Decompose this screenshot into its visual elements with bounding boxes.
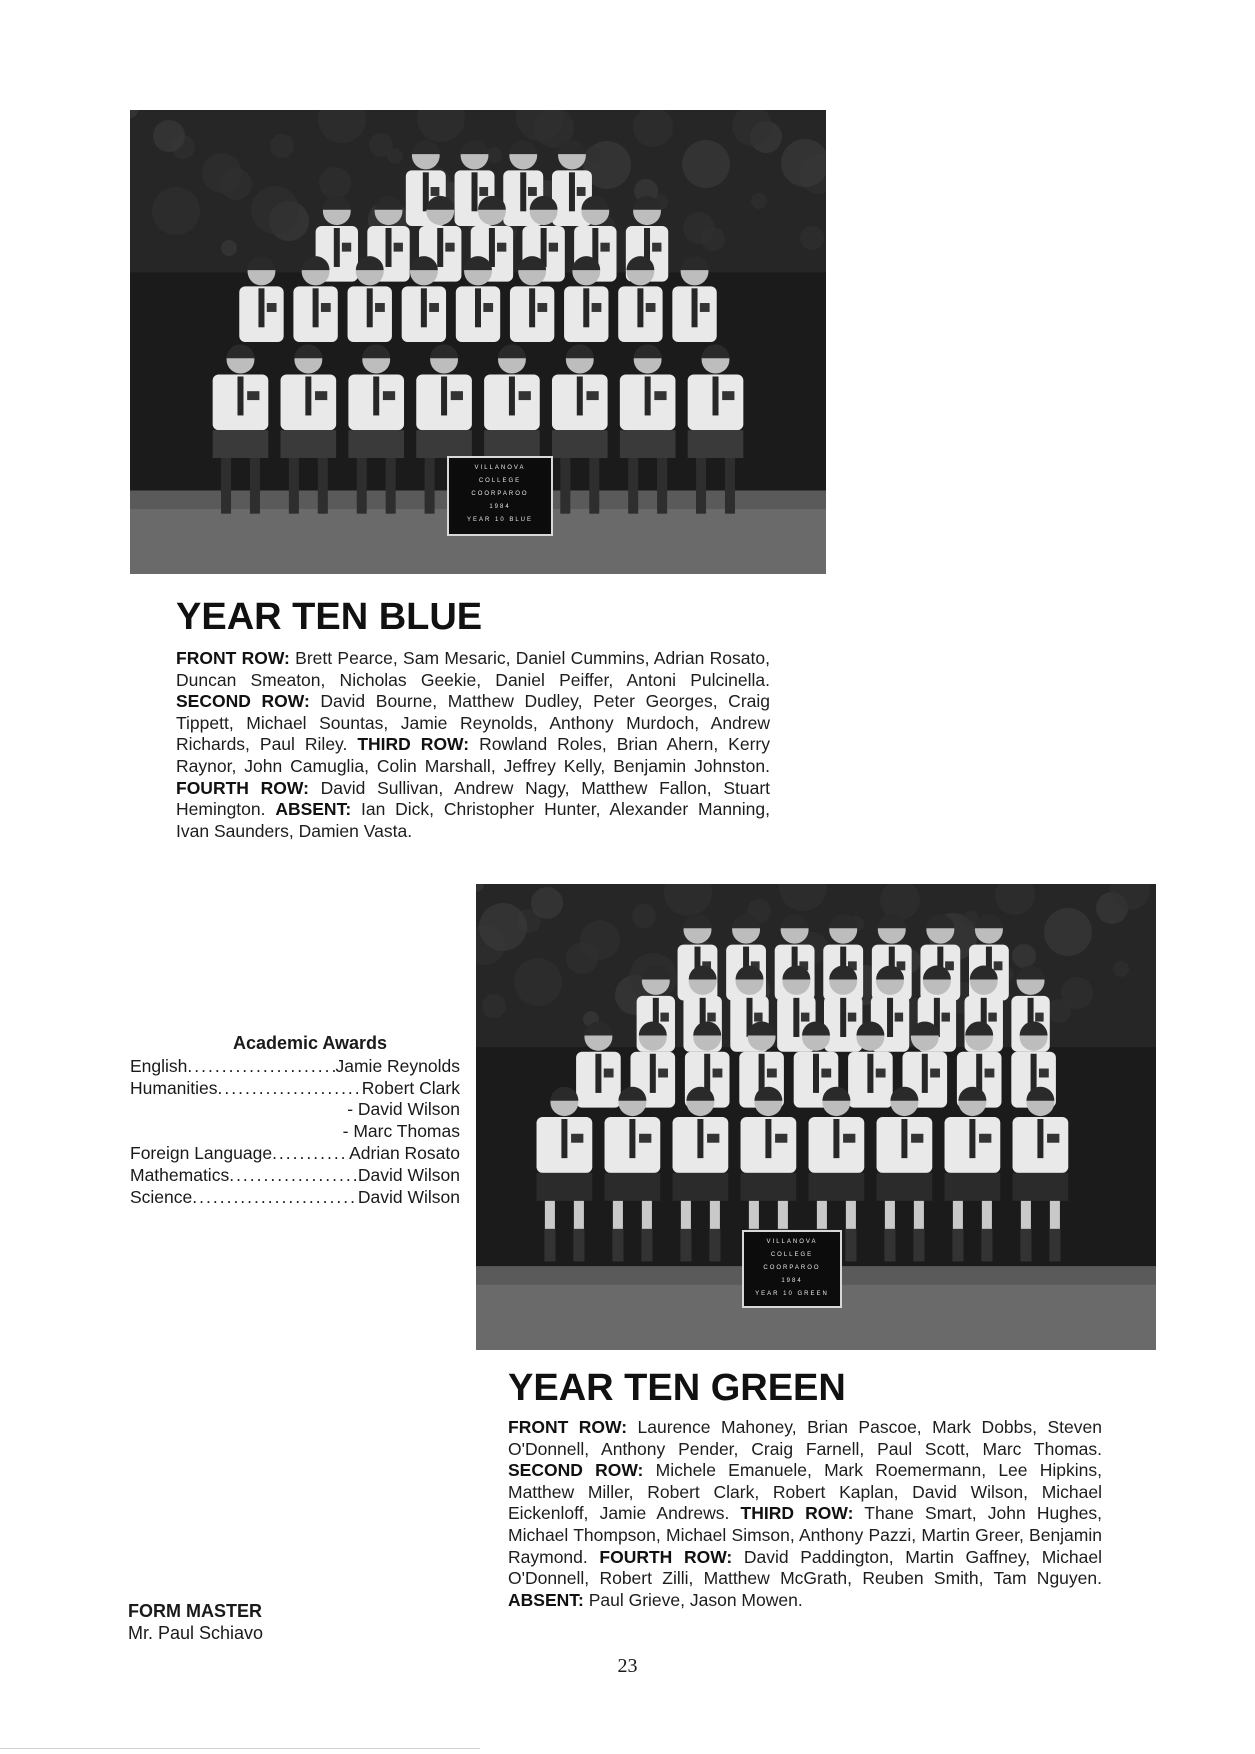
row-label: ABSENT: — [275, 799, 352, 820]
placard-line: COLLEGE — [770, 1252, 814, 1258]
placard-line: 1984 — [781, 1278, 803, 1284]
page-number: 23 — [617, 1655, 638, 1677]
award-row — [130, 1078, 460, 1100]
award-subject: English — [130, 1055, 188, 1076]
award-winner: David Wilson — [357, 1186, 460, 1207]
award-row — [130, 1187, 460, 1209]
award-subject: Foreign Language — [130, 1142, 273, 1163]
row-label: FOURTH ROW: — [599, 1546, 733, 1567]
row-names: Thane Smart, John Hughes, Michael Thompson, Michael Simson, Anthony Pazzi, Martin Greer, Benjamin Raymond. — [508, 1503, 1103, 1567]
row-names: Rowland Roles, Brian Ahern, Kerry Raynor, John Camuglia, Colin Marshall, Jeffrey Kelly, Benjamin Johnston. — [176, 734, 770, 776]
placard-line: YEAR 10 GREEN — [755, 1291, 829, 1297]
row-names: David Bourne, Matthew Dudley, Peter Georges, Craig Tippett, Michael Sountas, Jamie Reynolds, Anthony Murdoch, Andrew Richards, Paul Riley. — [176, 691, 770, 755]
row-names: Paul Grieve, Jason Mowen. — [583, 1589, 803, 1610]
form-master-name: Mr. Paul Schiavo — [128, 1623, 264, 1643]
photo-placard-blue — [447, 456, 553, 536]
award-row-continued — [130, 1099, 460, 1121]
caption-green — [508, 1417, 1102, 1611]
placard-line: YEAR 10 BLUE — [466, 517, 534, 523]
caption-blue — [176, 648, 770, 842]
placard-line: VILLANOVA — [474, 465, 526, 471]
section-title-green: YEAR TEN GREEN — [508, 1367, 846, 1409]
award-winner: Jamie Reynolds — [335, 1055, 460, 1076]
awards-title: Academic Awards — [232, 1033, 388, 1053]
row-label: FRONT ROW: — [508, 1417, 628, 1437]
bottom-scan-line — [0, 1748, 480, 1749]
row-label: FRONT ROW: — [176, 648, 290, 668]
row-label: SECOND ROW: — [176, 691, 310, 712]
row-names: David Sullivan, Andrew Nagy, Matthew Fallon, Stuart Hemington. — [176, 777, 771, 820]
row-label: FOURTH ROW: — [176, 777, 309, 798]
award-leader-dots — [192, 1187, 358, 1209]
row-names: David Paddington, Martin Gaffney, Michael O'Donnell, Robert Zilli, Matthew McGrath, Reuben Smith, Tam Nguyen. — [508, 1546, 1103, 1589]
award-subject: Mathematics — [130, 1164, 230, 1185]
placard-line: COORPAROO — [763, 1265, 821, 1271]
row-names: Michele Emanuele, Mark Roemermann, Lee Hipkins, Matthew Miller, Robert Clark, Robert Kaplan, David Wilson, Michael Eickenloff, Jamie Andrews. — [508, 1460, 1102, 1524]
award-winner: - David Wilson — [347, 1099, 460, 1120]
row-names: Brett Pearce, Sam Mesaric, Daniel Cummins, Adrian Rosato, Duncan Smeaton, Nicholas Geekie, Daniel Peiffer, Antoni Pulcinella. — [176, 648, 770, 690]
row-names: Ian Dick, Christopher Hunter, Alexander Manning, Ivan Saunders, Damien Vasta. — [176, 799, 770, 841]
award-winner: Robert Clark — [361, 1077, 460, 1098]
section-title-blue: YEAR TEN BLUE — [176, 596, 483, 638]
row-label: THIRD ROW: — [357, 734, 470, 755]
placard-line: VILLANOVA — [766, 1239, 818, 1245]
award-leader-dots — [187, 1056, 335, 1078]
form-master — [128, 1600, 263, 1644]
row-label: SECOND ROW: — [508, 1460, 644, 1481]
award-leader-dots — [272, 1143, 349, 1165]
award-winner: - Marc Thomas — [342, 1121, 460, 1142]
placard-line: COLLEGE — [478, 478, 522, 484]
award-subject: Humanities — [130, 1077, 218, 1098]
award-row — [130, 1056, 460, 1078]
award-leader-dots — [218, 1078, 362, 1100]
award-winner: David Wilson — [357, 1164, 460, 1185]
award-row-continued — [130, 1121, 460, 1143]
award-winner: Adrian Rosato — [349, 1142, 460, 1163]
award-row — [130, 1165, 460, 1187]
award-subject: Science — [130, 1186, 193, 1207]
award-row — [130, 1143, 460, 1165]
form-master-title: FORM MASTER — [128, 1601, 262, 1621]
photo-placard-green — [742, 1230, 842, 1308]
placard-line: COORPAROO — [471, 491, 529, 497]
row-label: THIRD ROW: — [740, 1503, 854, 1524]
academic-awards — [130, 1033, 460, 1208]
placard-line: 1984 — [489, 504, 511, 510]
row-names: Laurence Mahoney, Brian Pascoe, Mark Dobbs, Steven O'Donnell, Anthony Pender, Craig Farnell, Paul Scott, Marc Thomas. — [508, 1417, 1102, 1459]
award-leader-dots — [229, 1165, 358, 1187]
row-label: ABSENT: — [508, 1589, 584, 1610]
